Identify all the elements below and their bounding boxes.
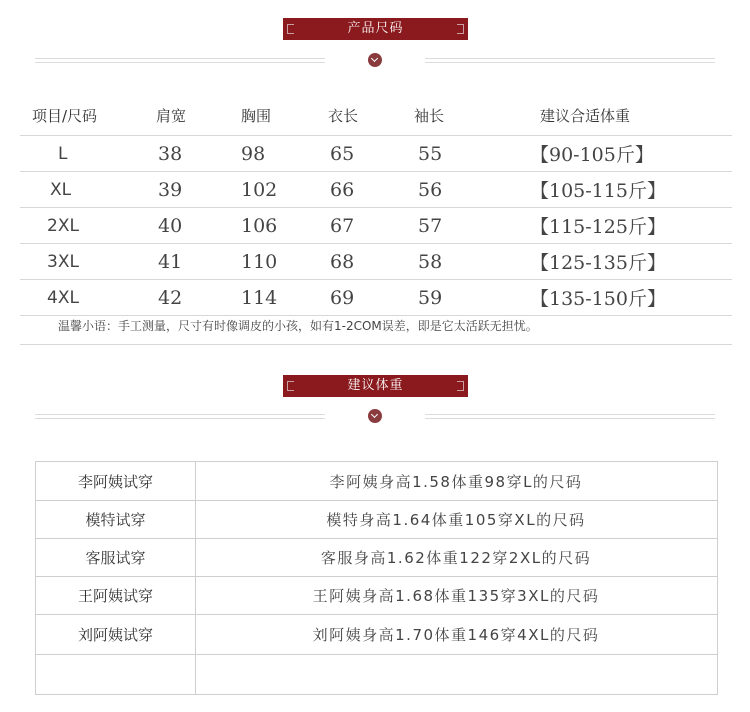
measurement-tip: 温馨小语：手工测量，尺寸有时像调皮的小孩，如有1-2COM误差，即是它太活跃无担忧。: [20, 308, 732, 345]
cell-size: L: [58, 143, 68, 164]
fitting-person: 王阿姨试穿: [77, 587, 153, 605]
size-row-xl: [20, 172, 732, 208]
cell-length: 68: [330, 250, 355, 273]
cell-weight: 【115-125斤】: [530, 216, 666, 238]
size-section-divider: [35, 54, 715, 70]
cell-shoulder: 41: [158, 250, 183, 273]
cell-length: 65: [330, 142, 355, 165]
fitting-description: 李阿姨身高1.58体重98穿L的尺码: [329, 472, 583, 491]
header-sleeve: 袖长: [414, 107, 445, 125]
fitting-person: [36, 655, 195, 694]
size-row-l: [20, 136, 732, 172]
cell-sleeve: 59: [418, 286, 443, 309]
fitting-row: [36, 577, 717, 615]
header-weight: 建议合适体重: [540, 107, 631, 125]
size-table: [20, 96, 732, 316]
cell-sleeve: 56: [418, 178, 443, 201]
cell-shoulder: 40: [158, 214, 183, 237]
fitting-row-empty: [36, 655, 717, 694]
cell-weight: 【135-150斤】: [530, 288, 666, 310]
size-row-2xl: [20, 208, 732, 244]
fitting-row: [36, 462, 717, 501]
fitting-person: 模特试穿: [85, 511, 146, 529]
cell-chest: 106: [241, 214, 278, 237]
header-length: 衣长: [328, 107, 359, 125]
weight-section-banner: 建议体重: [283, 375, 468, 397]
chevron-down-icon: [368, 53, 382, 67]
cell-chest: 110: [241, 250, 278, 273]
size-row-3xl: [20, 244, 732, 280]
cell-shoulder: 42: [158, 286, 183, 309]
header-shoulder: 肩宽: [156, 107, 187, 125]
fitting-description: 刘阿姨身高1.70体重146穿4XL的尺码: [312, 626, 600, 644]
cell-weight: 【125-135斤】: [530, 252, 666, 274]
fitting-row: [36, 501, 717, 539]
fitting-person: 客服试穿: [85, 549, 146, 567]
fitting-description: 王阿姨身高1.68体重135穿3XL的尺码: [312, 587, 600, 605]
size-section-banner: 产品尺码: [283, 18, 468, 40]
cell-length: 67: [330, 214, 355, 237]
header-item-size: 项目/尺码: [32, 107, 98, 125]
chevron-down-icon: [368, 409, 382, 423]
column-divider: [195, 462, 196, 694]
size-table-header: [20, 96, 732, 136]
weight-section-divider: [35, 410, 715, 426]
cell-shoulder: 38: [158, 142, 183, 165]
header-chest: 胸围: [241, 107, 272, 125]
fitting-person: 刘阿姨试穿: [77, 626, 153, 644]
fitting-table: [35, 461, 718, 695]
cell-chest: 102: [241, 178, 278, 201]
cell-shoulder: 39: [158, 178, 183, 201]
cell-sleeve: 55: [418, 142, 443, 165]
cell-size: 2XL: [47, 215, 79, 236]
fitting-person: 李阿姨试穿: [77, 472, 153, 491]
cell-length: 66: [330, 178, 355, 201]
cell-sleeve: 57: [418, 214, 443, 237]
cell-chest: 98: [241, 142, 266, 165]
fitting-row: [36, 615, 717, 655]
fitting-description: 客服身高1.62体重122穿2XL的尺码: [320, 549, 592, 567]
cell-size: XL: [50, 179, 72, 200]
cell-weight: 【105-115斤】: [530, 180, 666, 202]
cell-weight: 【90-105斤】: [530, 144, 654, 166]
cell-sleeve: 58: [418, 250, 443, 273]
cell-length: 69: [330, 286, 355, 309]
cell-size: 4XL: [47, 287, 79, 308]
cell-size: 3XL: [47, 251, 79, 272]
fitting-description: 模特身高1.64体重105穿XL的尺码: [326, 511, 586, 529]
cell-chest: 114: [241, 286, 278, 309]
fitting-row: [36, 539, 717, 577]
fitting-description: [195, 655, 717, 694]
